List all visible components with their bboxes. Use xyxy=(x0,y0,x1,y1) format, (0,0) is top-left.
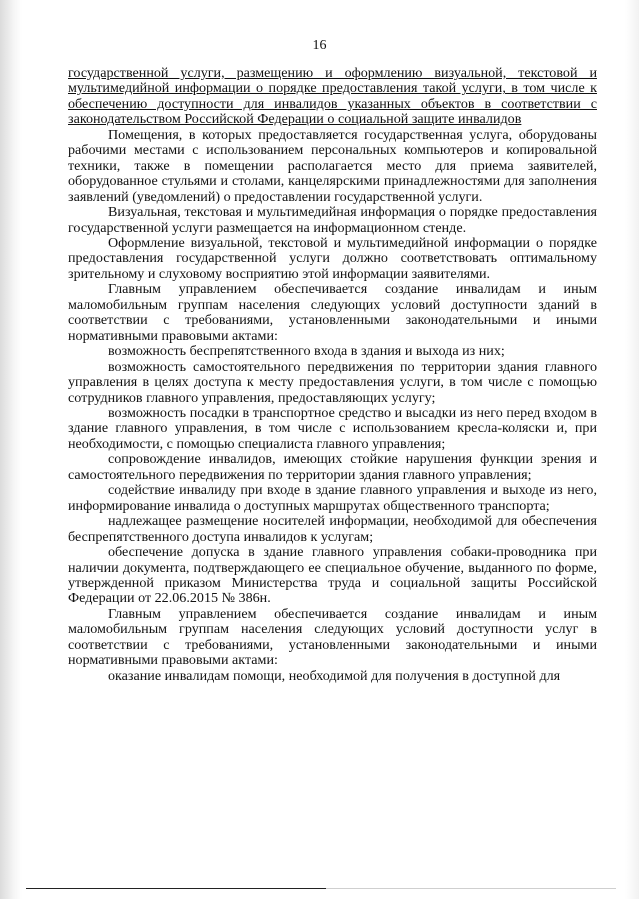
list-item: обеспечение допуска в здание главного управления собаки-проводника при наличии документа, подтверждающего ее специальное обучение, выданного по форме, утвержденной приказом Министерства труда и социальной защиты Российской Федерации от 22.06.2015 № 386н. xyxy=(68,544,597,607)
document-body xyxy=(68,66,597,684)
list-item: возможность беспрепятственного входа в здания и выхода из них; xyxy=(108,343,505,360)
list-item: оказание инвалидам помощи, необходимой для получения в доступной для xyxy=(108,667,561,684)
section-heading: государственной услуги, размещению и оформлению визуальной, текстовой и мультимедийной информации о порядке предоставления такой услуги, в том числе к обеспечению доступности для инвалидов указанных объектов в соответствии с законодательством Российской Федерации о социальной защите инвалидов xyxy=(68,65,597,128)
paragraph: Главным управлением обеспечивается создание инвалидам и иным маломобильным группам населения следующих условий доступности услуг в соответствии с требованиями, установленными законодательными и иными нормативными правовыми актами: xyxy=(68,605,597,669)
paragraph: Помещения, в которых предоставляется государственная услуга, оборудованы рабочими местами с использованием персональных компьютеров и копировальной техники, также в помещении располагается место для приема заявителей, оборудованное стульями и столами, канцелярскими принадлежностями для заполнения заявлений (уведомлений) о предоставлении государственной услуги. xyxy=(68,126,597,205)
page-bottom-rule xyxy=(26,888,326,889)
list-item: содействие инвалиду при входе в здание главного управления и выходе из него, информирование инвалида о доступных маршрутах общественного транспорта; xyxy=(68,482,597,514)
list-item: возможность посадки в транспортное средство и высадки из него перед входом в здание главного управления, в том числе с использованием кресла-коляски и, при необходимости, с помощью специалиста главного управления; xyxy=(68,404,597,452)
page-number: 16 xyxy=(312,38,327,53)
paragraph: Главным управлением обеспечивается создание инвалидам и иным маломобильным группам населения следующих условий доступности зданий в соответствии с требованиями, установленными законодательными и иными нормативными правовыми актами: xyxy=(68,281,597,344)
paragraph: Визуальная, текстовая и мультимедийная информация о порядке предоставления государственной услуги размещается на информационном стенде. xyxy=(68,204,597,236)
scan-edge-shadow xyxy=(0,0,22,899)
list-item: надлежащее размещение носителей информации, необходимой для обеспечения беспрепятственного доступа инвалидов к услугам; xyxy=(68,513,597,545)
list-item: сопровождение инвалидов, имеющих стойкие нарушения функции зрения и самостоятельного передвижения по территории здания главного управления; xyxy=(68,451,597,483)
list-item: возможность самостоятельного передвижения по территории здания главного управления в целях доступа к месту предоставления услуги, в том числе с помощью сотрудников главного управления, предоставляющих услугу; xyxy=(68,358,597,406)
paragraph: Оформление визуальной, текстовой и мультимедийной информации о порядке предоставления государственной услуги должно соответствовать оптимальному зрительному и слуховому восприятию этой информации заявителями. xyxy=(68,234,597,282)
page-bottom-rule-faint xyxy=(326,888,616,889)
